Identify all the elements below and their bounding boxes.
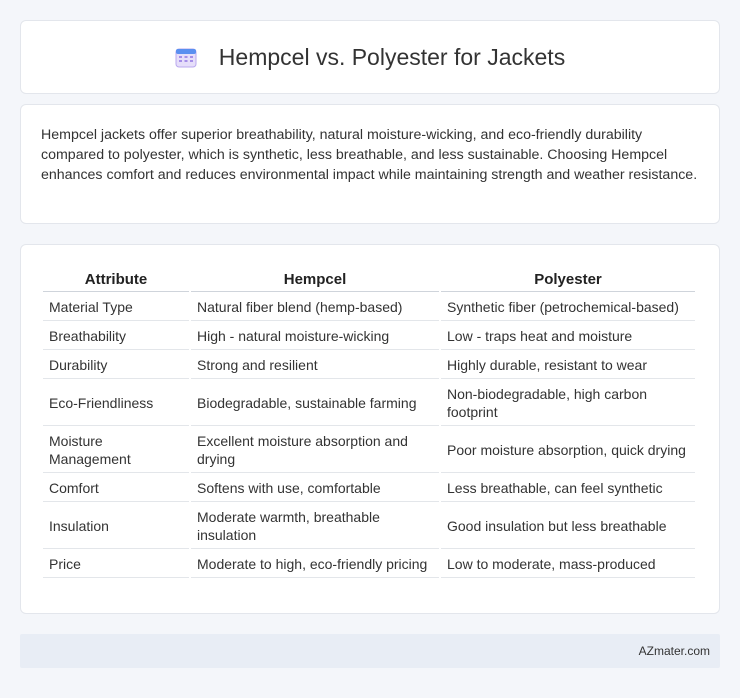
page-title: Hempcel vs. Polyester for Jackets	[218, 43, 566, 70]
cell-attribute: Material Type	[43, 294, 189, 321]
cell-attribute: Comfort	[43, 475, 189, 502]
cell-attribute: Durability	[43, 352, 189, 379]
table-row	[43, 475, 695, 502]
calendar-icon	[175, 46, 197, 68]
comparison-table-card	[20, 244, 720, 614]
cell-polyester: Good insulation but less breathable	[441, 504, 695, 549]
cell-attribute: Moisture Management	[43, 428, 189, 473]
cell-hempcel: Natural fiber blend (hemp-based)	[191, 294, 439, 321]
cell-attribute: Eco-Friendliness	[43, 381, 189, 426]
header-hempcel: Hempcel	[191, 267, 439, 292]
summary-text: Hempcel jackets offer superior breathability, natural moisture-wicking, and eco-friendly durability compared to polyester, which is synthetic, less breathable, and less sustainable. Choosing Hempcel enhances comfort and reduces environmental impact while maintaining strength and weather resistance.	[41, 127, 698, 183]
footer-brand[interactable]: AZmater.com	[638, 644, 710, 658]
table-row	[43, 323, 695, 350]
header-attribute: Attribute	[43, 267, 189, 292]
summary-card	[20, 104, 720, 224]
comparison-table	[41, 265, 697, 580]
header-polyester: Polyester	[441, 267, 695, 292]
cell-hempcel: Moderate to high, eco-friendly pricing	[191, 551, 439, 578]
cell-polyester: Poor moisture absorption, quick drying	[441, 428, 695, 473]
cell-hempcel: Biodegradable, sustainable farming	[191, 381, 439, 426]
cell-hempcel: High - natural moisture-wicking	[191, 323, 439, 350]
table-row	[43, 428, 695, 473]
cell-polyester: Highly durable, resistant to wear	[441, 352, 695, 379]
cell-polyester: Synthetic fiber (petrochemical-based)	[441, 294, 695, 321]
footer	[20, 634, 720, 668]
table-header-row	[43, 267, 695, 292]
cell-attribute: Price	[43, 551, 189, 578]
table-row	[43, 352, 695, 379]
table-row	[43, 551, 695, 578]
cell-polyester: Low - traps heat and moisture	[441, 323, 695, 350]
cell-polyester: Non-biodegradable, high carbon footprint	[441, 381, 695, 426]
cell-hempcel: Excellent moisture absorption and drying	[191, 428, 439, 473]
cell-hempcel: Moderate warmth, breathable insulation	[191, 504, 439, 549]
cell-hempcel: Strong and resilient	[191, 352, 439, 379]
cell-hempcel: Softens with use, comfortable	[191, 475, 439, 502]
cell-polyester: Low to moderate, mass-produced	[441, 551, 695, 578]
cell-polyester: Less breathable, can feel synthetic	[441, 475, 695, 502]
cell-attribute: Insulation	[43, 504, 189, 549]
cell-attribute: Breathability	[43, 323, 189, 350]
title-card	[20, 20, 720, 94]
table-row	[43, 294, 695, 321]
table-row	[43, 504, 695, 549]
table-row	[43, 381, 695, 426]
